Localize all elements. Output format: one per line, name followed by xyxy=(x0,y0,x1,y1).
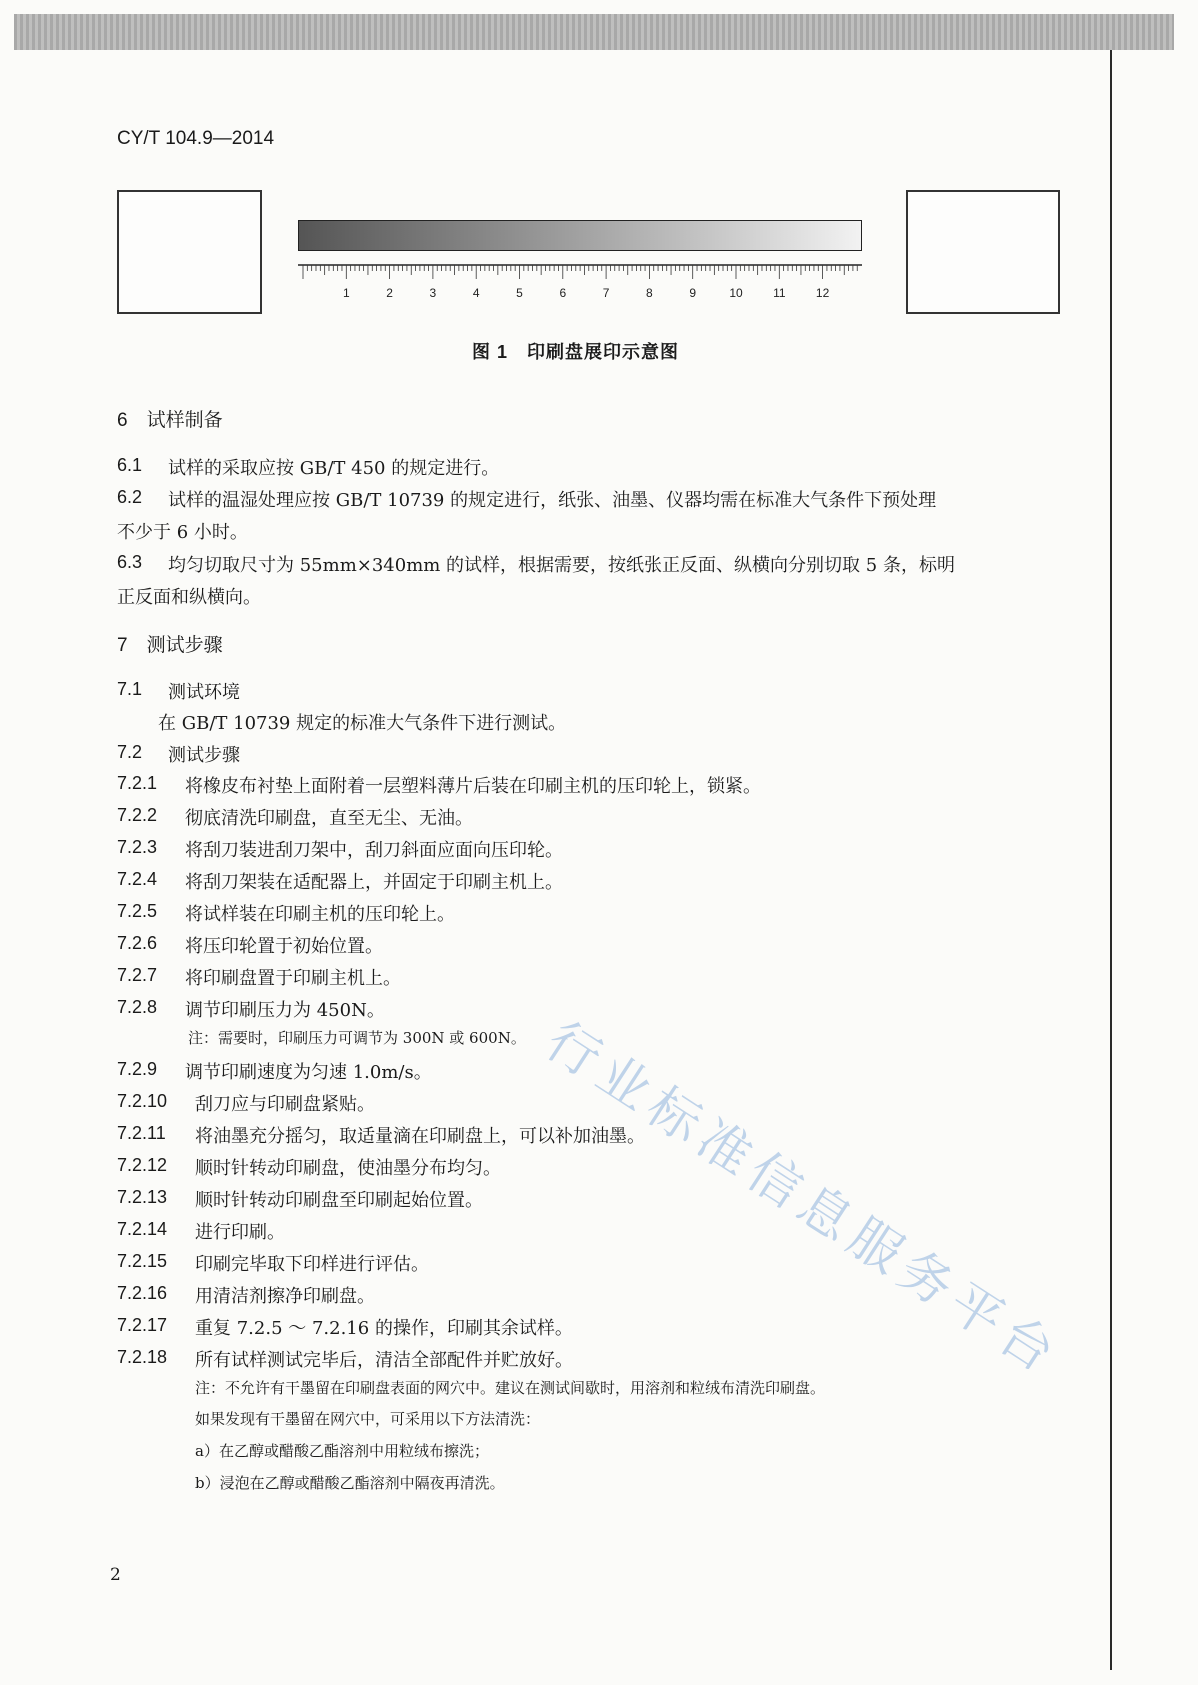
step-number: 7.2.17 xyxy=(117,1315,168,1335)
page-number: 2 xyxy=(110,1565,121,1585)
step-number: 7.2.4 xyxy=(117,869,158,889)
step-number: 7.2.11 xyxy=(117,1123,166,1143)
ruler-label: 3 xyxy=(429,286,437,300)
ruler-label: 6 xyxy=(559,286,567,300)
section-7-title: 7 测试步骤 xyxy=(117,635,223,656)
clause-text: 试样的温湿处理应按 GB/T 10739 的规定进行，纸张、油墨、仪器均需在标准大气条件下预处理 xyxy=(168,490,937,511)
step-text: 将印刷盘置于印刷主机上。 xyxy=(185,968,401,989)
note-cleaning: 注：不允许有干墨留在印刷盘表面的网穴中。建议在测试间歇时，用溶剂和粒绒布清洗印刷盘。 xyxy=(195,1379,826,1397)
step-text: 将试样装在印刷主机的压印轮上。 xyxy=(185,904,455,925)
note-option-b: b）浸泡在乙醇或醋酸乙酯溶剂中隔夜再清洗。 xyxy=(195,1474,505,1492)
step-text: 调节印刷速度为匀速 1.0m/s。 xyxy=(185,1062,432,1083)
step-number: 7.2.12 xyxy=(117,1155,168,1175)
clause-number: 6.2 xyxy=(117,487,143,507)
step-number: 7.2.6 xyxy=(117,933,158,953)
step-text: 将刮刀架装在适配器上，并固定于印刷主机上。 xyxy=(185,872,563,893)
step-number: 7.2.15 xyxy=(117,1251,168,1271)
step-number: 7.2.8 xyxy=(117,997,158,1017)
scan-edge xyxy=(14,14,1174,50)
note-option-a: a）在乙醇或醋酸乙酯溶剂中用粒绒布擦洗； xyxy=(195,1442,489,1460)
step-number: 7.2.18 xyxy=(117,1347,168,1367)
step-number: 7.2.5 xyxy=(117,901,158,921)
section-6-title: 6 试样制备 xyxy=(117,410,223,431)
step-text: 印刷完毕取下印样进行评估。 xyxy=(195,1254,429,1275)
step-text: 顺时针转动印刷盘至印刷起始位置。 xyxy=(195,1190,483,1211)
figure-left-square xyxy=(117,190,262,314)
ruler-label: 1 xyxy=(342,286,350,300)
gradient-strip xyxy=(298,220,862,251)
ruler-label: 2 xyxy=(386,286,393,300)
subclause-title: 测试步骤 xyxy=(168,745,240,765)
clause-number: 6.3 xyxy=(117,552,143,572)
step-number: 7.2.3 xyxy=(117,837,158,857)
figure-right-square xyxy=(906,190,1060,314)
ruler-label: 7 xyxy=(602,286,610,300)
ruler-label: 9 xyxy=(689,286,697,300)
step-text: 将刮刀装进刮刀架中，刮刀斜面应面向压印轮。 xyxy=(185,840,563,861)
subclause-title: 测试环境 xyxy=(168,682,240,702)
step-text: 重复 7.2.5 ～ 7.2.16 的操作，印刷其余试样。 xyxy=(195,1318,573,1339)
clause-text: 试样的采取应按 GB/T 450 的规定进行。 xyxy=(168,458,500,479)
step-text: 将压印轮置于初始位置。 xyxy=(185,936,383,957)
step-text: 调节印刷压力为 450N。 xyxy=(185,1000,385,1021)
step-number: 7.2.2 xyxy=(117,805,158,825)
ruler-label: 11 xyxy=(773,286,786,300)
clause-text: 在 GB/T 10739 规定的标准大气条件下进行测试。 xyxy=(158,713,567,734)
step-number: 7.2.14 xyxy=(117,1219,168,1239)
clause-number: 7.2 xyxy=(117,742,143,762)
step-text: 所有试样测试完毕后，清洁全部配件并贮放好。 xyxy=(195,1350,573,1371)
step-number: 7.2.7 xyxy=(117,965,158,985)
ruler-scale xyxy=(298,262,862,306)
page-edge-line xyxy=(1110,50,1112,1670)
clause-text: 均匀切取尺寸为 55mm×340mm 的试样，根据需要，按纸张正反面、纵横向分别切取 5 条，标明 xyxy=(168,555,955,576)
step-text: 将油墨充分摇匀，取适量滴在印刷盘上，可以补加油墨。 xyxy=(195,1126,645,1147)
clause-text-continued: 正反面和纵横向。 xyxy=(117,587,261,608)
note-pressure: 注：需要时，印刷压力可调节为 300N 或 600N。 xyxy=(188,1029,526,1047)
ruler-label: 4 xyxy=(472,286,480,300)
step-text: 彻底清洗印刷盘，直至无尘、无油。 xyxy=(185,808,473,829)
clause-number: 7.1 xyxy=(117,679,143,699)
watermark: 行业标准信息服务平台 xyxy=(535,1010,1072,1389)
step-text: 刮刀应与印刷盘紧贴。 xyxy=(195,1094,375,1115)
step-text: 将橡皮布衬垫上面附着一层塑料薄片后装在印刷主机的压印轮上，锁紧。 xyxy=(185,776,761,797)
step-number: 7.2.10 xyxy=(117,1091,168,1111)
step-number: 7.2.16 xyxy=(117,1283,168,1303)
step-text: 用清洁剂擦净印刷盘。 xyxy=(195,1286,375,1307)
ruler-label: 12 xyxy=(815,286,830,300)
clause-number: 6.1 xyxy=(117,455,143,475)
ruler-label: 5 xyxy=(516,286,523,300)
ruler-label: 8 xyxy=(646,286,653,300)
note-cleaning-continued: 如果发现有干墨留在网穴中，可采用以下方法清洗： xyxy=(195,1410,541,1428)
step-text: 顺时针转动印刷盘，使油墨分布均匀。 xyxy=(195,1158,501,1179)
clause-text-continued: 不少于 6 小时。 xyxy=(117,522,248,543)
step-number: 7.2.1 xyxy=(117,773,158,793)
step-text: 进行印刷。 xyxy=(195,1222,285,1243)
standard-header: CY/T 104.9—2014 xyxy=(117,128,275,149)
step-number: 7.2.9 xyxy=(117,1059,158,1079)
step-number: 7.2.13 xyxy=(117,1187,168,1207)
figure-caption: 图 1 印刷盘展印示意图 xyxy=(472,342,680,362)
ruler-label: 10 xyxy=(729,286,743,300)
